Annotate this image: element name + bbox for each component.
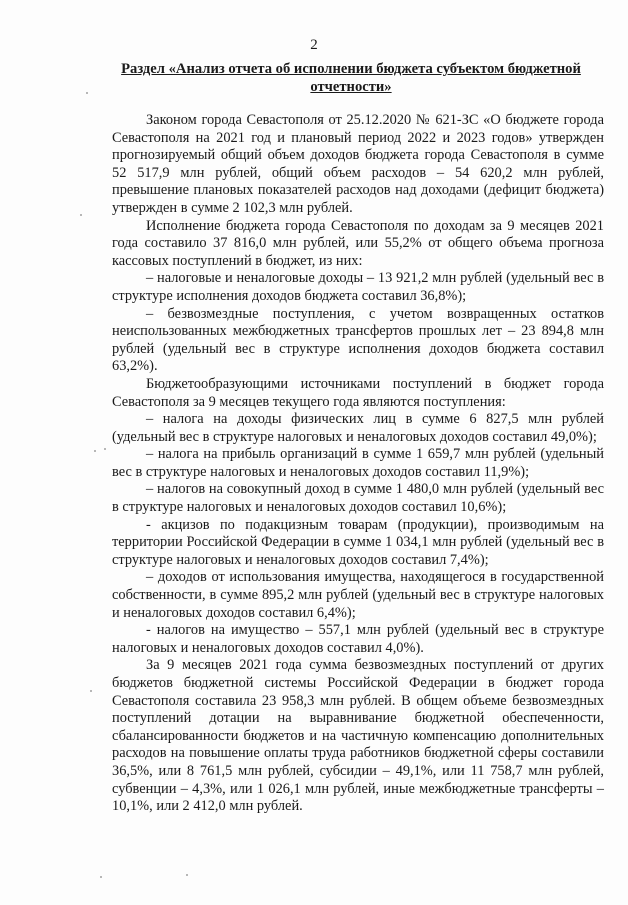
paragraph-revenue-execution: Исполнение бюджета города Севастополя по доходам за 9 месяцев 2021 года составило 37 816,0 млн рублей, или 55,2% от общего объема прогноза кассовых поступлений в бюджет, из них: [112,217,604,269]
scan-speck [104,448,106,450]
paragraph-transfers: За 9 месяцев 2021 года сумма безвозмездных поступлений от других бюджетов бюджетной системы Российской Федерации в бюджет города Севастополя составила 23 958,3 млн рублей. В общем объеме безвозмездных поступлений дотации на выравнивание бюджетной обеспеченности, сбалансированности бюджетов и на частичную компенсацию дополнительных расходов на повышение оплаты труда работников бюджетной сферы составили 36,5%, или 8 761,5 млн рублей, субсидии – 49,1%, или 11 758,7 млн рублей, субвенции – 4,3%, или 1 026,1 млн рублей, иные межбюджетные трансферты – 10,1%, или 2 412,0 млн рублей. [112,657,604,815]
scan-speck [186,874,188,876]
paragraph-main-sources: Бюджетообразующими источниками поступлений в бюджет города Севастополя за 9 месяцев текущего года являются поступления: [112,375,604,410]
page-number: 2 [310,37,318,53]
list-item-personal-income-tax: – налога на доходы физических лиц в сумме 6 827,5 млн рублей (удельный вес в структуре налоговых и неналоговых доходов составил 49,0%); [112,411,604,445]
list-item-excise-taxes: - акцизов по подакцизным товарам (продукции), производимым на территории Российской Федерации в сумме 1 034,1 млн рублей (удельный вес в структуре налоговых и неналоговых доходов составил 7,4%); [112,516,604,568]
scan-speck [86,92,88,94]
scan-speck [94,450,96,452]
scan-speck [80,214,82,216]
scan-speck [90,690,92,692]
list-item-tax-revenue: – налоговые и неналоговые доходы – 13 921,2 млн рублей (удельный вес в структуре исполнения доходов бюджета составил 36,8%); [112,270,604,304]
list-item-grants-revenue: – безвозмездные поступления, с учетом возвращенных остатков неиспользованных межбюджетных трансфертов прошлых лет – 23 894,8 млн рублей (удельный вес в структуре исполнения доходов бюджета составил 63,2%). [112,305,604,375]
list-item-property-use-income: – доходов от использования имущества, находящегося в государственной собственности, в сумме 895,2 млн рублей (удельный вес в структуре налоговых и неналоговых доходов составил 6,4%); [112,569,604,621]
scan-speck [100,876,102,878]
document-body [112,112,604,816]
paragraph-budget-law: Законом города Севастополя от 25.12.2020 № 621-ЗС «О бюджете города Севастополя на 2021 год и плановый период 2022 и 2023 годов» утвержден прогнозируемый общий объем доходов бюджета города Севастополя в сумме 52 517,9 млн рублей, общий объем расходов – 54 620,2 млн рублей, превышение плановых показателей расходов над доходами (дефицит бюджета) утвержден в сумме 2 102,3 млн рублей. [112,112,604,216]
section-title: Раздел «Анализ отчета об исполнении бюджета субъектом бюджетной отчетности» [121,61,581,95]
list-item-aggregate-income-tax: – налогов на совокупный доход в сумме 1 480,0 млн рублей (удельный вес в структуре налоговых и неналоговых доходов составил 10,6%); [112,481,604,516]
list-item-profit-tax: – налога на прибыль организаций в сумме 1 659,7 млн рублей (удельный вес в структуре налоговых и неналоговых доходов составил 11,9%); [112,446,604,480]
list-item-property-tax: - налогов на имущество – 557,1 млн рублей (удельный вес в структуре налоговых и неналоговых доходов составил 4,0%). [112,622,604,656]
